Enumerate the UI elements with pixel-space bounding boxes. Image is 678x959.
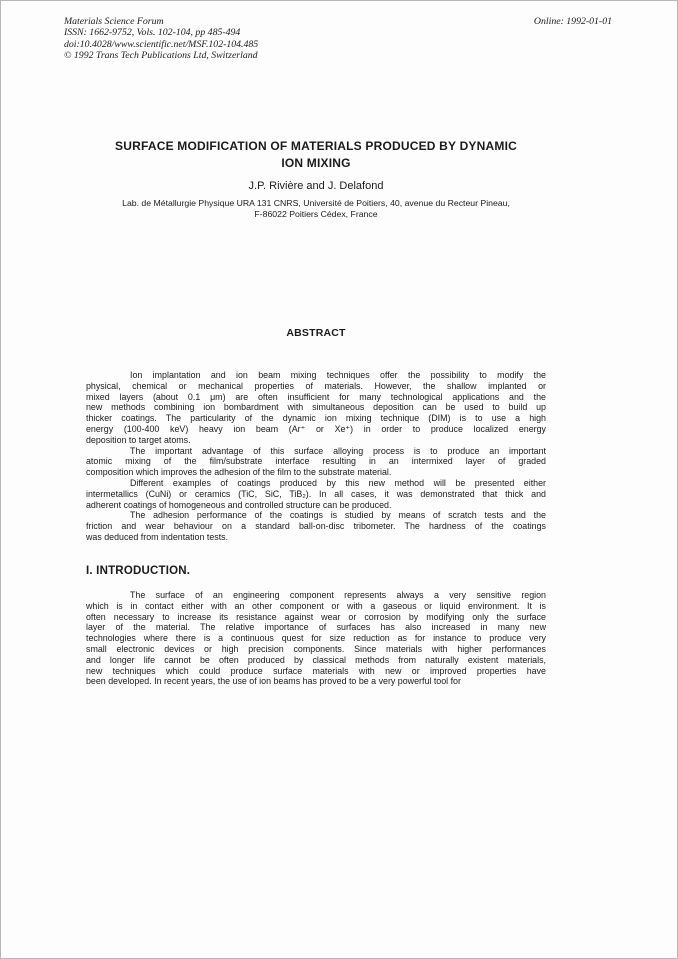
article-title-line2: ION MIXING [281, 156, 351, 170]
abstract-body [86, 370, 546, 543]
abstract-heading: ABSTRACT [286, 327, 346, 339]
paragraph [86, 446, 546, 478]
journal-title: Materials Science Forum [64, 16, 164, 27]
online-date: Online: 1992-01-01 [533, 16, 612, 27]
affiliation-line2: F-86022 Poitiers Cédex, France [254, 209, 378, 219]
text-line: composition which improves the adhesion of the film to the substrate material. [86, 467, 392, 478]
copyright-line: © 1992 Trans Tech Publications Ltd, Switzerland [64, 50, 258, 62]
text-line: deposition to target atoms. [86, 434, 191, 445]
paragraph [86, 590, 546, 687]
text-line: physical, chemical or mechanical properties of materials. However, the shallow implanted or [86, 380, 546, 391]
affiliation-line1: Lab. de Métallurgie Physique URA 131 CNRS, Université de Poitiers, 40, avenue du Recteur Pineau, [122, 198, 510, 208]
text-line: and longer life cannot be often produced by classical methods from naturally existent materials, [86, 654, 546, 665]
text-line: layer of the material. The relative importance of surfaces has also increased in many new [86, 622, 546, 633]
text-line: adherent coatings of homogeneous and controlled structure can be produced. [86, 499, 392, 510]
text-line: often necessary to increase its resistance against wear or corrosion by modifying only the surface [86, 611, 546, 622]
text-line: new techniques which could produce surface materials with new or improved properties have [86, 665, 546, 676]
text-line: Different examples of coatings produced by this new method will be presented either [130, 477, 546, 488]
text-line: friction and wear behaviour on a standard ball-on-disc tribometer. The hardness of the coatings [86, 521, 546, 532]
issn-line: ISSN: 1662-9752, Vols. 102-104, pp 485-494 [64, 27, 241, 39]
text-line: new methods combining ion bombardment with simultaneous deposition can be used to build up [86, 402, 546, 413]
text-line: Ion implantation and ion beam mixing techniques offer the possibility to modify the [130, 370, 546, 380]
introduction-body [86, 590, 546, 687]
text-line: mixed layers (about 0.1 μm) are often insufficient for many technological applications and the [86, 391, 546, 402]
authors: J.P. Rivière and J. Delafond [248, 180, 384, 192]
text-line: been developed. In recent years, the use of ion beams has proved to be a very powerful tool for [86, 676, 461, 687]
text-line: energy (100-400 keV) heavy ion beam (Ar⁺ or Xe⁺) in order to produce localized energy [86, 423, 546, 434]
publication-header [64, 16, 258, 62]
doi-line: doi:10.4028/www.scientific.net/MSF.102-104.485 [64, 38, 259, 50]
section-heading-introduction: I. INTRODUCTION. [86, 565, 191, 577]
paragraph [86, 510, 546, 542]
text-line: The surface of an engineering component represents always a very sensitive region [130, 590, 546, 600]
text-line: was deduced from indentation tests. [86, 531, 229, 542]
text-line: which is in contact either with an other component or with a gaseous or liquid environment. It is [86, 600, 546, 611]
text-line: thicker coatings. The particularity of the dynamic ion mixing technique (DIM) is to use a high [86, 413, 546, 424]
paragraph [86, 478, 546, 510]
article-title [86, 138, 546, 172]
text-line: atomic mixing of the film/substrate interface resulting in an intermixed layer of graded [86, 456, 546, 467]
text-line: technologies where there is a continuous quest for size reduction as for instance to produce very [86, 633, 546, 644]
article-title-line1: SURFACE MODIFICATION OF MATERIALS PRODUCED BY DYNAMIC [115, 139, 517, 153]
text-line: The important advantage of this surface alloying process is to produce an important [130, 445, 546, 456]
text-line: small electronic devices or high precision components. Since materials with higher performances [86, 643, 546, 654]
affiliation [86, 198, 546, 220]
text-line: intermetallics (CuNi) or ceramics (TiC, SiC, TiB₂). In all cases, it was demonstrated that thick and [86, 488, 546, 499]
paragraph [86, 370, 546, 446]
text-line: The adhesion performance of the coatings is studied by means of scratch tests and the [130, 510, 546, 521]
